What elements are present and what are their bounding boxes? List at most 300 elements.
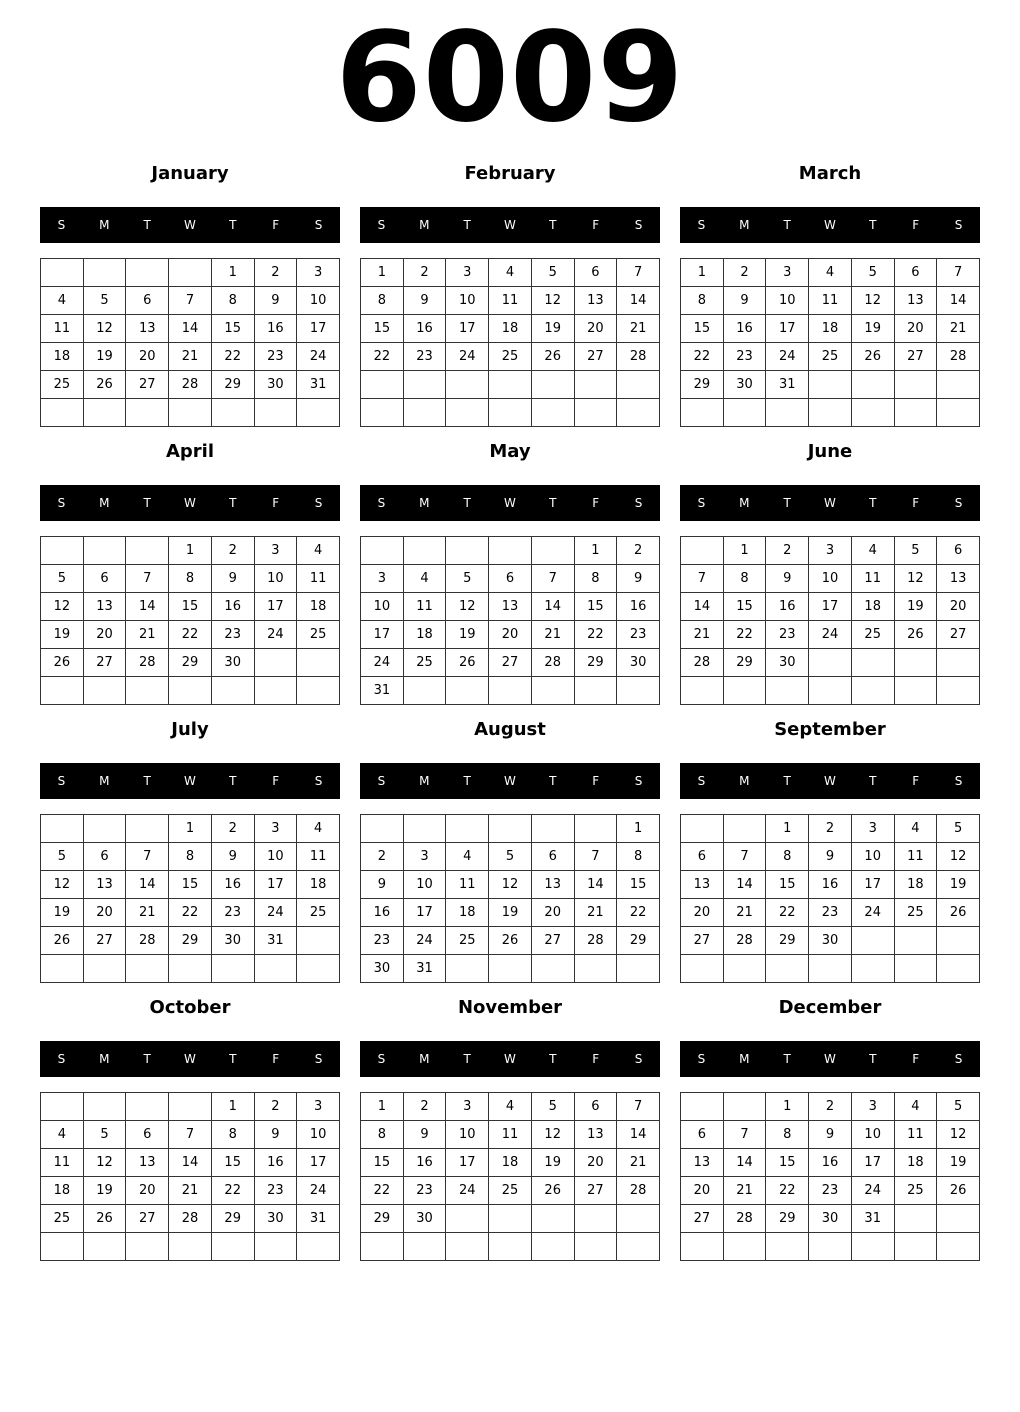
day-cell: 5 (41, 565, 84, 593)
empty-day-cell (617, 677, 660, 705)
day-cell: 29 (361, 1205, 404, 1233)
empty-day-cell (681, 677, 724, 705)
day-cell: 7 (169, 287, 212, 315)
day-cell: 6 (895, 259, 938, 287)
day-cell: 21 (169, 1177, 212, 1205)
day-cell: 15 (681, 315, 724, 343)
empty-day-cell (84, 1233, 127, 1261)
day-cell: 9 (404, 287, 447, 315)
day-cell: 23 (212, 899, 255, 927)
day-cell: 5 (852, 259, 895, 287)
day-cell: 5 (41, 843, 84, 871)
weekday-label: S (954, 218, 963, 232)
empty-day-cell (766, 1233, 809, 1261)
day-cell: 15 (212, 315, 255, 343)
day-cell: 30 (766, 649, 809, 677)
day-cell: 14 (617, 287, 660, 315)
day-cell: 4 (297, 815, 340, 843)
day-cell: 16 (766, 593, 809, 621)
empty-day-cell (41, 815, 84, 843)
weekday-label: W (504, 496, 516, 510)
day-cell: 7 (126, 843, 169, 871)
month-name: August (474, 719, 546, 740)
empty-day-cell (532, 537, 575, 565)
weekday-header (40, 1041, 340, 1077)
weekday-label: S (697, 1052, 706, 1066)
day-cell: 16 (361, 899, 404, 927)
day-cell: 24 (446, 1177, 489, 1205)
day-cell: 1 (724, 537, 767, 565)
empty-day-cell (937, 371, 980, 399)
weekday-label: W (504, 218, 516, 232)
day-cell: 4 (895, 815, 938, 843)
empty-day-cell (575, 955, 618, 983)
day-cell: 25 (809, 343, 852, 371)
day-cell: 29 (575, 649, 618, 677)
day-cell: 21 (937, 315, 980, 343)
weekday-label: M (739, 774, 750, 788)
day-cell: 4 (895, 1093, 938, 1121)
empty-day-cell (297, 927, 340, 955)
day-cell: 20 (126, 1177, 169, 1205)
day-cell: 18 (852, 593, 895, 621)
day-cell: 13 (681, 871, 724, 899)
empty-day-cell (895, 955, 938, 983)
day-cell: 23 (809, 1177, 852, 1205)
day-cell: 17 (255, 593, 298, 621)
day-cell: 12 (937, 843, 980, 871)
day-cell: 8 (617, 843, 660, 871)
day-cell: 30 (404, 1205, 447, 1233)
day-cell: 24 (766, 343, 809, 371)
day-cell: 14 (126, 593, 169, 621)
day-cell: 2 (809, 815, 852, 843)
day-cell: 9 (724, 287, 767, 315)
day-cell: 19 (895, 593, 938, 621)
day-cell: 20 (84, 621, 127, 649)
day-cell: 19 (446, 621, 489, 649)
day-cell: 16 (212, 871, 255, 899)
empty-day-cell (809, 399, 852, 427)
weekday-label: S (314, 218, 323, 232)
day-cell: 20 (895, 315, 938, 343)
weekday-label: F (592, 1052, 600, 1066)
day-cell: 3 (255, 815, 298, 843)
days-grid (40, 814, 340, 983)
weekday-label: S (377, 496, 386, 510)
empty-day-cell (852, 677, 895, 705)
day-cell: 23 (255, 343, 298, 371)
empty-day-cell (852, 927, 895, 955)
day-cell: 12 (41, 593, 84, 621)
empty-day-cell (617, 1233, 660, 1261)
day-cell: 13 (84, 593, 127, 621)
empty-day-cell (937, 1205, 980, 1233)
empty-day-cell (852, 371, 895, 399)
day-cell: 30 (255, 1205, 298, 1233)
day-cell: 24 (361, 649, 404, 677)
day-cell: 8 (766, 1121, 809, 1149)
weekday-label: S (57, 496, 66, 510)
empty-day-cell (84, 955, 127, 983)
empty-day-cell (361, 1233, 404, 1261)
day-cell: 31 (404, 955, 447, 983)
day-cell: 19 (84, 343, 127, 371)
weekday-label: M (99, 218, 110, 232)
empty-day-cell (617, 955, 660, 983)
day-cell: 7 (681, 565, 724, 593)
day-cell: 21 (617, 315, 660, 343)
day-cell: 7 (937, 259, 980, 287)
day-cell: 23 (212, 621, 255, 649)
day-cell: 6 (575, 259, 618, 287)
weekday-label: W (824, 1052, 836, 1066)
day-cell: 29 (681, 371, 724, 399)
empty-day-cell (84, 815, 127, 843)
day-cell: 13 (895, 287, 938, 315)
day-cell: 13 (575, 1121, 618, 1149)
empty-day-cell (617, 371, 660, 399)
days-grid (680, 1092, 980, 1261)
empty-day-cell (361, 537, 404, 565)
day-cell: 16 (724, 315, 767, 343)
weekday-header (680, 763, 980, 799)
empty-day-cell (489, 537, 532, 565)
empty-day-cell (255, 1233, 298, 1261)
day-cell: 8 (169, 565, 212, 593)
day-cell: 6 (681, 1121, 724, 1149)
weekday-label: M (739, 496, 750, 510)
day-cell: 10 (361, 593, 404, 621)
weekday-label: S (954, 496, 963, 510)
month-february (360, 160, 660, 430)
day-cell: 11 (809, 287, 852, 315)
day-cell: 23 (361, 927, 404, 955)
empty-day-cell (681, 815, 724, 843)
empty-day-cell (41, 1233, 84, 1261)
weekday-label: M (419, 496, 430, 510)
weekday-header (360, 207, 660, 243)
day-cell: 3 (297, 1093, 340, 1121)
weekday-label: F (272, 1052, 280, 1066)
day-cell: 4 (41, 287, 84, 315)
day-cell: 1 (766, 815, 809, 843)
day-cell: 3 (852, 815, 895, 843)
month-name: September (774, 719, 886, 740)
day-cell: 11 (297, 843, 340, 871)
day-cell: 18 (41, 343, 84, 371)
day-cell: 25 (489, 1177, 532, 1205)
empty-day-cell (532, 1205, 575, 1233)
day-cell: 21 (126, 899, 169, 927)
days-grid (40, 258, 340, 427)
empty-day-cell (532, 677, 575, 705)
day-cell: 2 (724, 259, 767, 287)
day-cell: 9 (809, 843, 852, 871)
day-cell: 3 (446, 1093, 489, 1121)
empty-day-cell (532, 399, 575, 427)
empty-day-cell (489, 955, 532, 983)
weekday-label: S (377, 1052, 386, 1066)
weekday-label: T (143, 774, 151, 788)
day-cell: 19 (84, 1177, 127, 1205)
day-cell: 13 (84, 871, 127, 899)
day-cell: 18 (489, 1149, 532, 1177)
day-cell: 27 (84, 649, 127, 677)
day-cell: 25 (404, 649, 447, 677)
weekday-label: T (229, 218, 237, 232)
empty-day-cell (41, 677, 84, 705)
day-cell: 20 (681, 1177, 724, 1205)
day-cell: 14 (937, 287, 980, 315)
day-cell: 1 (169, 537, 212, 565)
day-cell: 25 (895, 899, 938, 927)
empty-day-cell (895, 927, 938, 955)
day-cell: 28 (617, 343, 660, 371)
day-cell: 3 (446, 259, 489, 287)
month-september (680, 716, 980, 986)
day-cell: 28 (126, 649, 169, 677)
day-cell: 24 (852, 1177, 895, 1205)
weekday-label: S (314, 774, 323, 788)
day-cell: 30 (212, 649, 255, 677)
day-cell: 26 (532, 1177, 575, 1205)
empty-day-cell (937, 677, 980, 705)
day-cell: 5 (84, 287, 127, 315)
weekday-label: T (783, 1052, 791, 1066)
day-cell: 27 (575, 1177, 618, 1205)
day-cell: 17 (361, 621, 404, 649)
weekday-label: T (783, 496, 791, 510)
weekday-header (680, 485, 980, 521)
day-cell: 7 (617, 259, 660, 287)
empty-day-cell (41, 1093, 84, 1121)
day-cell: 5 (532, 1093, 575, 1121)
day-cell: 12 (937, 1121, 980, 1149)
day-cell: 18 (41, 1177, 84, 1205)
day-cell: 2 (766, 537, 809, 565)
empty-day-cell (404, 399, 447, 427)
empty-day-cell (895, 1233, 938, 1261)
day-cell: 16 (404, 1149, 447, 1177)
empty-day-cell (446, 677, 489, 705)
day-cell: 1 (361, 259, 404, 287)
day-cell: 15 (212, 1149, 255, 1177)
day-cell: 23 (809, 899, 852, 927)
empty-day-cell (126, 955, 169, 983)
empty-day-cell (575, 677, 618, 705)
weekday-header (680, 207, 980, 243)
weekday-label: M (419, 1052, 430, 1066)
day-cell: 12 (84, 315, 127, 343)
day-cell: 4 (446, 843, 489, 871)
empty-day-cell (41, 399, 84, 427)
day-cell: 2 (212, 537, 255, 565)
day-cell: 20 (532, 899, 575, 927)
empty-day-cell (575, 1205, 618, 1233)
weekday-label: F (272, 774, 280, 788)
weekday-label: S (314, 1052, 323, 1066)
empty-day-cell (404, 371, 447, 399)
month-name: July (171, 719, 209, 740)
day-cell: 22 (169, 899, 212, 927)
weekday-label: S (634, 1052, 643, 1066)
empty-day-cell (489, 815, 532, 843)
day-cell: 13 (489, 593, 532, 621)
empty-day-cell (297, 677, 340, 705)
day-cell: 27 (126, 371, 169, 399)
day-cell: 20 (937, 593, 980, 621)
day-cell: 12 (446, 593, 489, 621)
day-cell: 9 (361, 871, 404, 899)
day-cell: 13 (937, 565, 980, 593)
empty-day-cell (361, 815, 404, 843)
month-november (360, 994, 660, 1264)
empty-day-cell (766, 399, 809, 427)
days-grid (40, 536, 340, 705)
day-cell: 12 (489, 871, 532, 899)
weekday-label: T (229, 1052, 237, 1066)
empty-day-cell (937, 399, 980, 427)
day-cell: 28 (937, 343, 980, 371)
day-cell: 3 (255, 537, 298, 565)
empty-day-cell (41, 537, 84, 565)
day-cell: 14 (532, 593, 575, 621)
day-cell: 2 (212, 815, 255, 843)
day-cell: 27 (895, 343, 938, 371)
empty-day-cell (937, 649, 980, 677)
day-cell: 24 (297, 1177, 340, 1205)
day-cell: 17 (297, 315, 340, 343)
empty-day-cell (297, 955, 340, 983)
day-cell: 15 (766, 1149, 809, 1177)
empty-day-cell (169, 399, 212, 427)
day-cell: 1 (681, 259, 724, 287)
day-cell: 17 (446, 1149, 489, 1177)
day-cell: 6 (532, 843, 575, 871)
day-cell: 4 (489, 1093, 532, 1121)
day-cell: 12 (41, 871, 84, 899)
empty-day-cell (446, 815, 489, 843)
day-cell: 1 (617, 815, 660, 843)
empty-day-cell (212, 399, 255, 427)
day-cell: 6 (575, 1093, 618, 1121)
day-cell: 19 (937, 871, 980, 899)
day-cell: 6 (126, 287, 169, 315)
empty-day-cell (255, 399, 298, 427)
day-cell: 30 (212, 927, 255, 955)
day-cell: 29 (766, 927, 809, 955)
weekday-label: M (99, 496, 110, 510)
empty-day-cell (446, 537, 489, 565)
weekday-label: W (184, 496, 196, 510)
empty-day-cell (937, 1233, 980, 1261)
day-cell: 19 (532, 315, 575, 343)
day-cell: 11 (852, 565, 895, 593)
day-cell: 26 (41, 649, 84, 677)
day-cell: 24 (809, 621, 852, 649)
day-cell: 24 (255, 899, 298, 927)
empty-day-cell (84, 1093, 127, 1121)
empty-day-cell (937, 927, 980, 955)
weekday-label: T (869, 496, 877, 510)
day-cell: 8 (766, 843, 809, 871)
empty-day-cell (724, 955, 767, 983)
weekday-label: T (143, 1052, 151, 1066)
day-cell: 14 (169, 1149, 212, 1177)
day-cell: 27 (681, 927, 724, 955)
day-cell: 2 (255, 1093, 298, 1121)
days-grid (360, 536, 660, 705)
empty-day-cell (169, 1093, 212, 1121)
day-cell: 11 (895, 1121, 938, 1149)
empty-day-cell (212, 1233, 255, 1261)
day-cell: 22 (617, 899, 660, 927)
weekday-label: M (99, 774, 110, 788)
weekday-label: S (634, 774, 643, 788)
day-cell: 10 (404, 871, 447, 899)
weekday-label: T (783, 218, 791, 232)
day-cell: 14 (681, 593, 724, 621)
day-cell: 18 (809, 315, 852, 343)
day-cell: 17 (446, 315, 489, 343)
day-cell: 12 (532, 1121, 575, 1149)
day-cell: 26 (895, 621, 938, 649)
month-june (680, 438, 980, 708)
day-cell: 29 (212, 371, 255, 399)
day-cell: 5 (489, 843, 532, 871)
weekday-label: S (377, 218, 386, 232)
day-cell: 8 (724, 565, 767, 593)
month-july (40, 716, 340, 986)
day-cell: 7 (724, 843, 767, 871)
month-october (40, 994, 340, 1264)
empty-day-cell (255, 649, 298, 677)
day-cell: 25 (297, 899, 340, 927)
day-cell: 30 (809, 1205, 852, 1233)
day-cell: 26 (41, 927, 84, 955)
empty-day-cell (575, 399, 618, 427)
weekday-label: T (549, 774, 557, 788)
day-cell: 23 (255, 1177, 298, 1205)
day-cell: 9 (212, 565, 255, 593)
weekday-label: F (592, 774, 600, 788)
day-cell: 14 (724, 871, 767, 899)
day-cell: 26 (532, 343, 575, 371)
empty-day-cell (489, 1233, 532, 1261)
empty-day-cell (681, 399, 724, 427)
empty-day-cell (852, 1233, 895, 1261)
empty-day-cell (809, 649, 852, 677)
day-cell: 27 (532, 927, 575, 955)
day-cell: 4 (489, 259, 532, 287)
day-cell: 17 (297, 1149, 340, 1177)
day-cell: 7 (532, 565, 575, 593)
day-cell: 8 (361, 1121, 404, 1149)
day-cell: 27 (84, 927, 127, 955)
day-cell: 12 (895, 565, 938, 593)
day-cell: 15 (361, 1149, 404, 1177)
empty-day-cell (446, 399, 489, 427)
month-name: May (489, 441, 531, 462)
empty-day-cell (617, 399, 660, 427)
day-cell: 10 (766, 287, 809, 315)
empty-day-cell (532, 1233, 575, 1261)
empty-day-cell (895, 677, 938, 705)
day-cell: 22 (169, 621, 212, 649)
day-cell: 18 (446, 899, 489, 927)
day-cell: 2 (809, 1093, 852, 1121)
